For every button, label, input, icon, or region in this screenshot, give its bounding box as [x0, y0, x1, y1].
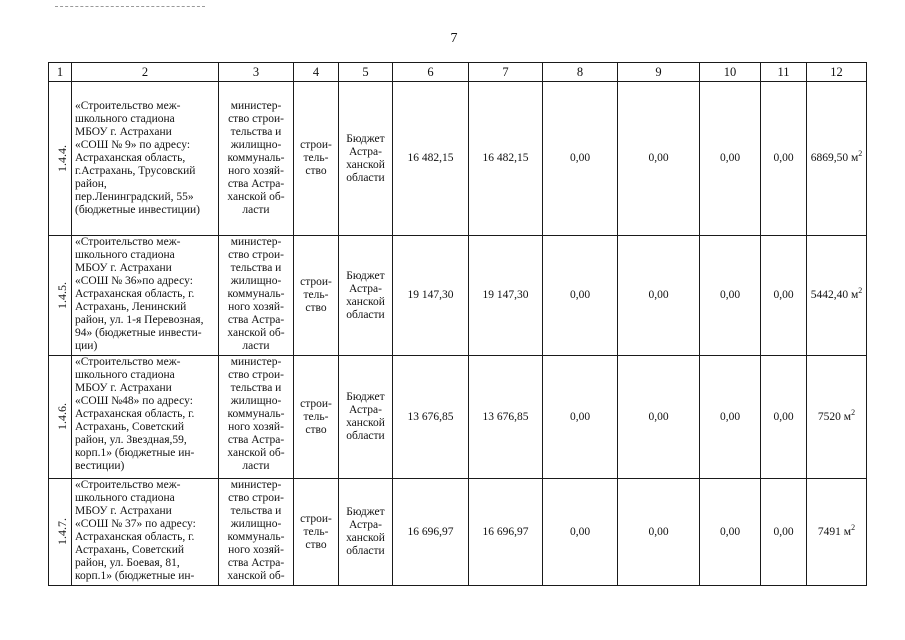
area-unit-power: 2	[858, 286, 863, 296]
value-cell-col8: 0,00	[543, 236, 618, 356]
table-row	[49, 82, 867, 236]
value-cell-col9: 0,00	[618, 479, 700, 586]
area-cell	[807, 479, 867, 586]
value-cell-col9: 0,00	[618, 356, 700, 479]
area-cell	[807, 82, 867, 236]
work-type: строи- тель- ство	[300, 139, 332, 177]
ministry-name: министер- ство строи- тельства и жилищно- коммуналь- ного хозяй- ства Астра- ханской об- ласти	[227, 356, 285, 472]
area-unit-power: 2	[851, 522, 856, 532]
table-header-row	[49, 63, 867, 82]
work-type: строи- тель- ство	[300, 276, 332, 314]
value-cell-col7: 19 147,30	[469, 236, 543, 356]
value-cell-col9: 0,00	[618, 236, 700, 356]
value-cell-col6: 19 147,30	[393, 236, 469, 356]
ministry-cell	[219, 356, 294, 479]
column-header: 6	[393, 63, 469, 82]
column-header: 1	[49, 63, 72, 82]
value-cell-col7: 16 482,15	[469, 82, 543, 236]
row-number-cell	[49, 356, 72, 479]
table-row	[49, 236, 867, 356]
funding-source: Бюджет Астра- ханской области	[346, 506, 385, 557]
ministry-cell	[219, 82, 294, 236]
area-cell	[807, 236, 867, 356]
area-value: 5442,40 м	[810, 289, 859, 301]
value-cell-col6: 16 482,15	[393, 82, 469, 236]
value-cell-col6: 16 696,97	[393, 479, 469, 586]
ministry-name: министер- ство строи- тельства и жилищно- коммуналь- ного хозяй- ства Астра- ханской об- ласти	[227, 100, 285, 216]
value-cell-col10: 0,00	[700, 236, 761, 356]
value-cell-col11: 0,00	[761, 356, 807, 479]
project-name: «Строительство меж- школьного стадиона МБОУ г. Астрахани «СОШ № 36»по адресу: Астраханская область, г. Астрахань, Ленинский район, ул. 1-я Перевозная, 94» (бюджетные инвести- ции)	[75, 236, 204, 352]
row-number: 1.4.6.	[55, 403, 69, 430]
column-header: 4	[294, 63, 339, 82]
column-header: 5	[339, 63, 393, 82]
project-name-cell	[72, 82, 219, 236]
area-unit-power: 2	[851, 407, 856, 417]
area-cell	[807, 356, 867, 479]
value-cell-col8: 0,00	[543, 82, 618, 236]
row-number: 1.4.4.	[55, 144, 69, 172]
ministry-cell	[219, 236, 294, 356]
funding-source-cell	[339, 236, 393, 356]
value-cell-col8: 0,00	[543, 479, 618, 586]
project-name-cell	[72, 479, 219, 586]
area-value: 7520 м	[817, 410, 852, 423]
row-number: 1.4.7.	[55, 518, 69, 545]
funding-source: Бюджет Астра- ханской области	[346, 391, 385, 442]
row-number-cell	[49, 479, 72, 586]
value-cell-col7: 13 676,85	[469, 356, 543, 479]
project-name-cell	[72, 356, 219, 479]
value-cell-col8: 0,00	[543, 356, 618, 479]
column-header: 3	[219, 63, 294, 82]
ministry-name: министер- ство строи- тельства и жилищно- коммуналь- ного хозяй- ства Астра- ханской об-	[227, 479, 285, 582]
ministry-cell	[219, 479, 294, 586]
work-type-cell	[294, 236, 339, 356]
funding-source-cell	[339, 479, 393, 586]
row-number-cell	[49, 236, 72, 356]
value-cell-col11: 0,00	[761, 236, 807, 356]
table-row	[49, 356, 867, 479]
project-name: «Строительство меж- школьного стадиона МБОУ г. Астрахани «СОШ №48» по адресу: Астраханская область, г. Астрахань, Советский район, ул. Звездная,59, корп.1» (бюджетные ин- вестиции)	[75, 356, 195, 472]
value-cell-col11: 0,00	[761, 82, 807, 236]
area-value: 6869,50 м	[810, 152, 859, 164]
column-header: 8	[543, 63, 618, 82]
column-header: 7	[469, 63, 543, 82]
work-type: строи- тель- ство	[300, 397, 332, 436]
page-number: 7	[450, 31, 458, 46]
project-name-cell	[72, 236, 219, 356]
project-name: «Строительство меж- школьного стадиона МБОУ г. Астрахани «СОШ № 37» по адресу: Астраханская область, г. Астрахань, Советский район, ул. Боевая, 81, корп.1» (бюджетные ин-	[75, 479, 196, 582]
funding-source-cell	[339, 82, 393, 236]
area-unit-power: 2	[858, 149, 863, 159]
funding-source: Бюджет Астра- ханской области	[346, 269, 385, 321]
scan-artifact-line	[55, 6, 205, 7]
budget-table	[48, 62, 867, 586]
value-cell-col10: 0,00	[700, 82, 761, 236]
work-type-cell	[294, 82, 339, 236]
value-cell-col6: 13 676,85	[393, 356, 469, 479]
work-type-cell	[294, 356, 339, 479]
column-header: 10	[700, 63, 761, 82]
value-cell-col10: 0,00	[700, 356, 761, 479]
row-number-cell	[49, 82, 72, 236]
value-cell-col9: 0,00	[618, 82, 700, 236]
area-value: 7491 м	[817, 525, 852, 538]
column-header: 12	[807, 63, 867, 82]
table-row	[49, 479, 867, 586]
column-header: 9	[618, 63, 700, 82]
funding-source-cell	[339, 356, 393, 479]
value-cell-col10: 0,00	[700, 479, 761, 586]
column-header: 11	[761, 63, 807, 82]
funding-source: Бюджет Астра- ханской области	[346, 132, 385, 184]
work-type-cell	[294, 479, 339, 586]
row-number: 1.4.5.	[55, 281, 69, 309]
value-cell-col11: 0,00	[761, 479, 807, 586]
value-cell-col7: 16 696,97	[469, 479, 543, 586]
column-header: 2	[72, 63, 219, 82]
project-name: «Строительство меж- школьного стадиона МБОУ г. Астрахани «СОШ № 9» по адресу: Астраханская область, г.Астрахань, Трусовский район, пер.Ленинградский, 55» (бюджетные инвестиции)	[75, 100, 200, 216]
ministry-name: министер- ство строи- тельства и жилищно- коммуналь- ного хозяй- ства Астра- ханской об- ласти	[227, 236, 285, 352]
work-type: строи- тель- ство	[300, 512, 332, 551]
